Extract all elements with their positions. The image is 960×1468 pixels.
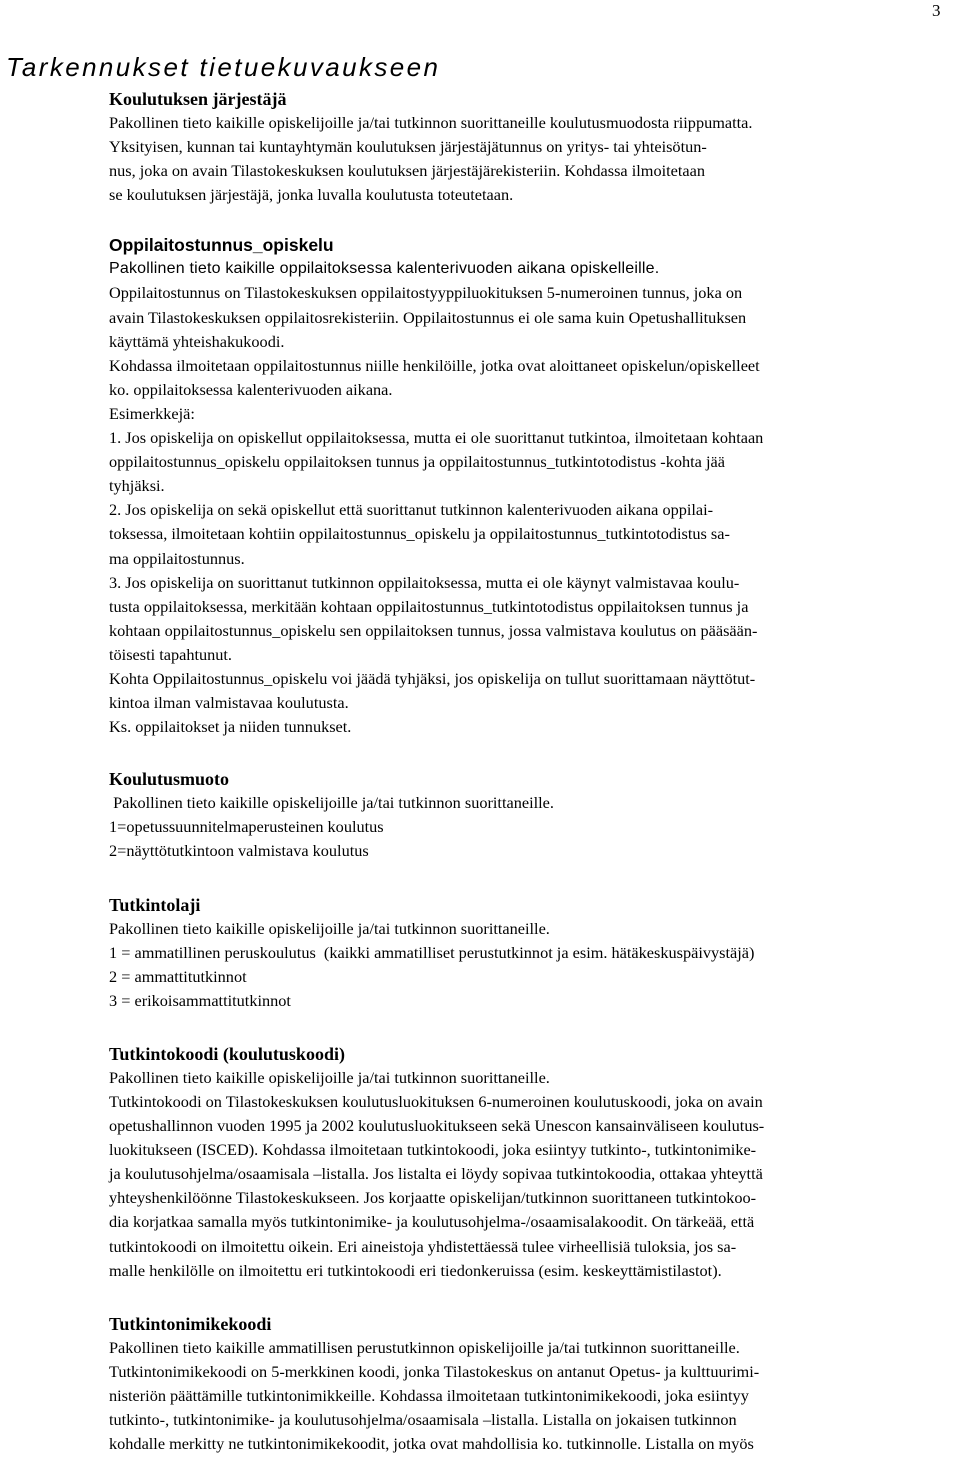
paragraph-line: nus, joka on avain Tilastokeskuksen koulutuksen järjestäjärekisteriin. Kohdassa ilmoitetaan: [109, 161, 705, 181]
section-tutkintolaji: [109, 893, 959, 1013]
paragraph-line: se koulutuksen järjestäjä, jonka luvalla koulutusta toteutetaan.: [109, 185, 514, 205]
section-tutkintonimikekoodi: [109, 1312, 959, 1456]
paragraph-line: Tutkintokoodi on Tilastokeskuksen koulutusluokituksen 6-numeroinen koulutuskoodi, joka on avain: [109, 1092, 763, 1111]
paragraph-line: Oppilaitostunnus on Tilastokeskuksen oppilaitostyyppiluokituksen 5-numeroinen tunnus, joka on: [109, 283, 743, 303]
paragraph-line: Pakollinen tieto kaikille ammatillisen perustutkinnon opiskelijoille ja/tai tutkinnon suorittaneille.: [109, 1337, 740, 1357]
example-line: tusta oppilaitoksessa, merkitään kohtaan oppilaitostunnus_tutkintotodistus oppilaitoksen tunnus ja: [109, 596, 749, 616]
paragraph-line: luokitukseen (ISCED). Kohdassa ilmoitetaan tutkintokoodi, joka esiintyy tutkinto-, tutkintonimike-: [109, 1140, 757, 1160]
code-value-line: 1=opetussuunnitelmaperusteinen koulutus: [109, 817, 384, 837]
example-line: ma oppilaitostunnus.: [109, 548, 245, 568]
document-title: Tarkennukset tietuekuvaukseen: [6, 52, 441, 82]
paragraph-line: ko. oppilaitoksessa kalenterivuoden aikana.: [109, 379, 393, 399]
paragraph-line: kohdalle merkitty ne tutkintonimikekoodit, jotka ovat mahdollisia ko. tutkinnolle. Listalla on myös: [109, 1434, 754, 1454]
reference-line: Ks. oppilaitokset ja niiden tunnukset.: [109, 717, 352, 737]
code-value-line: 3 = erikoisammattitutkinnot: [109, 990, 291, 1010]
section-heading: Oppilaitostunnus_opiskelu: [109, 235, 334, 256]
paragraph-line: Pakollinen tieto kaikille opiskelijoille ja/tai tutkinnon suorittaneille.: [109, 918, 550, 938]
paragraph-line: Kohdassa ilmoitetaan oppilaitostunnus niille henkilöille, jotka ovat aloittaneet opiskelun/opiskelleet: [109, 355, 760, 375]
code-value-line: 1 = ammatillinen peruskoulutus (kaikki ammatilliset perustutkinnot ja esim. hätäkeskuspäivystäjä): [109, 942, 755, 962]
example-line: töisesti tapahtunut.: [109, 644, 232, 664]
paragraph-line: kintoa ilman valmistavaa koulutusta.: [109, 693, 349, 713]
paragraph-line: Tutkintonimikekoodi on 5-merkkinen koodi, jonka Tilastokeskus on antanut Opetus- ja kulttuurimi-: [109, 1361, 760, 1381]
example-line: tyhjäksi.: [109, 476, 165, 496]
paragraph-line: yhteyshenkilöönne Tilastokeskukseen. Jos korjaatte opiskelijan/tutkinnon suorittaneen tutkintokoo-: [109, 1188, 757, 1208]
example-line: oppilaitostunnus_opiskelu oppilaitoksen tunnus ja oppilaitostunnus_tutkintotodistus -kohta jää: [109, 452, 725, 472]
paragraph-line: Kohta Oppilaitostunnus_opiskelu voi jäädä tyhjäksi, jos opiskelija on tullut suorittamaan näyttötut-: [109, 668, 756, 688]
examples-label: Esimerkkejä:: [109, 403, 195, 423]
document-body: [109, 87, 959, 1456]
section-heading: Koulutuksen järjestäjä: [109, 89, 287, 109]
paragraph-line: tutkintokoodi on ilmoitettu oikein. Eri aineistoja yhdistettäessä tulee virheellisiä tuloksia, jos sa-: [109, 1236, 737, 1256]
example-line: 2. Jos opiskelija on sekä opiskellut että suorittanut tutkinnon kalenterivuoden aikana oppilai-: [109, 500, 714, 520]
section-heading: Tutkintonimikekoodi: [109, 1313, 272, 1334]
page-number: 3: [932, 1, 941, 20]
section-heading: Tutkintokoodi (koulutuskoodi): [109, 1043, 345, 1064]
section-heading: Koulutusmuoto: [109, 769, 230, 790]
section-oppilaitostunnus-opiskelu: [109, 233, 959, 739]
paragraph-line: tutkinto-, tutkintonimike- ja koulutusohjelma/osaamisala –listalla. Listalla on jokaisen tutkinnon: [109, 1410, 737, 1430]
section-tutkintokoodi: [109, 1042, 959, 1283]
example-line: kohtaan oppilaitostunnus_opiskelu sen oppilaitoksen tunnus, jossa valmistava koulutus on pääsään-: [109, 620, 758, 640]
section-koulutuksen-jarjestaja: [109, 87, 959, 207]
section-koulutusmuoto: [109, 767, 959, 863]
paragraph-line: käyttämä yhteishakukoodi.: [109, 331, 285, 351]
paragraph-line: Pakollinen tieto kaikille opiskelijoille ja/tai tutkinnon suorittaneille.: [109, 1067, 550, 1087]
paragraph-line: malle henkilölle on ilmoitettu eri tutkintokoodi eri tiedonkeruissa (esim. keskeyttämistilastot).: [109, 1260, 722, 1280]
paragraph-line: ja koulutusohjelma/osaamisala –listalla. Jos listalta ei löydy sopivaa tutkintokoodia, ottakaa yhteyttä: [109, 1164, 763, 1184]
example-line: toksessa, ilmoitetaan kohtiin oppilaitostunnus_opiskelu ja oppilaitostunnus_tutkintotodistus sa-: [109, 524, 730, 544]
paragraph-line: Yksityisen, kunnan tai kuntayhtymän koulutuksen järjestäjätunnus on yritys- tai yhteisötun-: [109, 137, 707, 157]
code-value-line: 2 = ammattitutkinnot: [109, 966, 247, 986]
paragraph-line: nisteriön päättämille tutkintonimikkeille. Kohdassa ilmoitetaan tutkintonimikekoodi, joka esiintyy: [109, 1385, 749, 1405]
paragraph-line: avain Tilastokeskuksen oppilaitosrekisteriin. Oppilaitostunnus ei ole sama kuin Opetushallituksen: [109, 307, 747, 327]
paragraph-line: Pakollinen tieto kaikille opiskelijoille ja/tai tutkinnon suorittaneille.: [109, 793, 554, 813]
example-line: 3. Jos opiskelija on suorittanut tutkinnon oppilaitoksessa, mutta ei ole käynyt valmistavaa koulu-: [109, 572, 740, 592]
section-subtitle: Pakollinen tieto kaikille oppilaitoksessa kalenterivuoden aikana opiskelleille.: [109, 260, 660, 278]
paragraph-line: Pakollinen tieto kaikille opiskelijoille ja/tai tutkinnon suorittaneille koulutusmuodosta riippumatta.: [109, 113, 753, 132]
paragraph-line: dia korjatkaa samalla myös tutkintonimike- ja koulutusohjelma-/osaamisalakoodit. On tärkeää, että: [109, 1212, 755, 1232]
paragraph-line: opetushallinnon vuoden 1995 ja 2002 koulutusluokitukseen sekä Unescon kansainväliseen koulutus-: [109, 1116, 765, 1136]
code-value-line: 2=näyttötutkintoon valmistava koulutus: [109, 841, 369, 861]
section-heading: Tutkintolaji: [109, 894, 201, 915]
example-line: 1. Jos opiskelija on opiskellut oppilaitoksessa, mutta ei ole suorittanut tutkintoa, ilmoitetaan kohtaan: [109, 428, 764, 448]
